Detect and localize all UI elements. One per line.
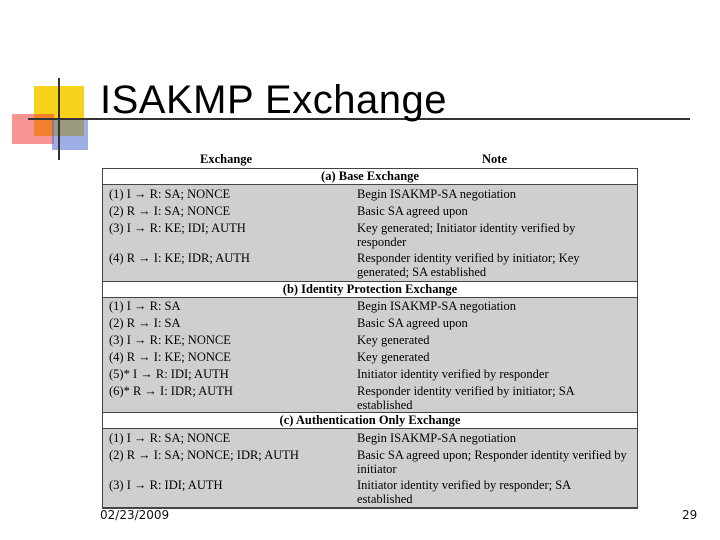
note-cell: Basic SA agreed upon; Responder identity verified by initiator: [357, 448, 627, 476]
note-cell: Basic SA agreed upon: [357, 204, 468, 218]
section-body-identity-protection: [102, 298, 638, 412]
exchange-cell: (1) I → R: SA; NONCE: [109, 187, 231, 201]
note-cell: Initiator identity verified by responder: [357, 367, 549, 381]
exchange-cell: (3) I → R: KE; IDI; AUTH: [109, 221, 246, 235]
slide-title: ISAKMP Exchange: [100, 78, 447, 122]
exchange-cell: (2) R → I: SA: [109, 316, 181, 330]
exchange-cell: (1) I → R: SA; NONCE: [109, 431, 231, 445]
exchange-cell: (3) I → R: KE; NONCE: [109, 333, 231, 347]
section-body-authentication-only: [102, 429, 638, 507]
note-cell: Responder identity verified by initiator; Key generated; SA established: [357, 251, 580, 279]
note-cell: Begin ISAKMP-SA negotiation: [357, 187, 517, 201]
column-header-exchange: Exchange: [200, 152, 253, 166]
exchange-cell: (1) I → R: SA: [109, 299, 181, 313]
note-cell: Begin ISAKMP-SA negotiation: [357, 431, 517, 445]
section-title-identity-protection: (b) Identity Protection Exchange: [102, 281, 638, 298]
table-bottom-border: [102, 507, 638, 509]
section-title-base: (a) Base Exchange: [102, 168, 638, 185]
note-cell: Begin ISAKMP-SA negotiation: [357, 299, 517, 313]
section-title-authentication-only: (c) Authentication Only Exchange: [102, 412, 638, 429]
decor-vertical-line: [58, 78, 60, 160]
exchange-cell: (5)* I → R: IDI; AUTH: [109, 367, 229, 381]
note-cell: Responder identity verified by initiator; SA established: [357, 384, 574, 412]
column-header-note: Note: [482, 152, 507, 166]
exchange-cell: (2) R → I: SA; NONCE; IDR; AUTH: [109, 448, 299, 462]
note-cell: Key generated: [357, 333, 430, 347]
exchange-cell: (4) R → I: KE; NONCE: [109, 350, 231, 364]
note-cell: Key generated: [357, 350, 430, 364]
exchange-cell: (2) R → I: SA; NONCE: [109, 204, 231, 218]
note-cell: Initiator identity verified by responder; SA established: [357, 478, 571, 506]
note-cell: Basic SA agreed upon: [357, 316, 468, 330]
note-cell: Key generated; Initiator identity verified by responder: [357, 221, 576, 249]
exchange-cell: (3) I → R: IDI; AUTH: [109, 478, 223, 492]
exchange-cell: (4) R → I: KE; IDR; AUTH: [109, 251, 250, 265]
page-number: 29: [682, 508, 698, 522]
exchange-cell: (6)* R → I: IDR; AUTH: [109, 384, 233, 398]
footer-date: 02/23/2009: [100, 508, 170, 522]
section-body-base: [102, 185, 638, 281]
isakmp-exchange-table: [102, 152, 638, 510]
